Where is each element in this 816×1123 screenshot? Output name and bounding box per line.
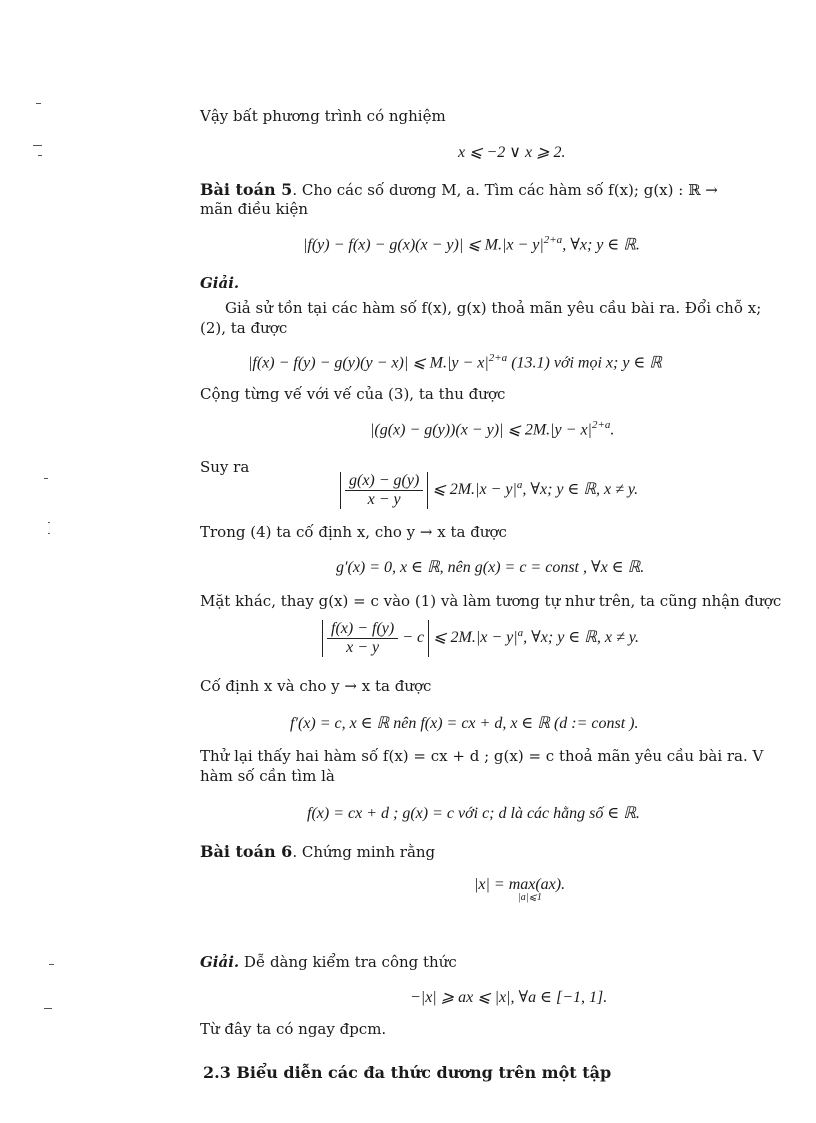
eq-exponent: 2+a [591, 419, 611, 431]
eq-exponent: a [516, 478, 523, 491]
abs-value [340, 472, 428, 509]
eq-tail: ⩽ 2M.|x − y| [433, 629, 518, 647]
text-line: Từ đây ta có ngay đpcm. [200, 1020, 387, 1038]
eq-body: |(g(x) − g(y))(x − y)| ⩽ 2M.|y − x| [370, 421, 592, 439]
equation: f′(x) = c, x ∈ ℝ nên f(x) = cx + d, x ∈ ℝ (d := const ). [290, 715, 639, 732]
eq-mid: − c [398, 629, 425, 647]
scan-mark [48, 522, 50, 523]
scan-mark [36, 103, 41, 104]
eq-tail: , ∀x; y ∈ ℝ, x ≠ y. [523, 629, 639, 647]
text-line: Cộng từng vế với vế của (3), ta thu được [200, 385, 506, 403]
text-line: Thử lại thấy hai hàm số f(x) = cx + d ; g(x) = c thoả mãn yêu cầu bài ra. V [200, 747, 764, 765]
eq-body: |f(x) − f(y) − g(y)(y − x)| ⩽ M.|y − x| [248, 354, 489, 372]
scan-mark [49, 964, 54, 965]
problem-5 [200, 180, 718, 200]
solution-label: Giải. [200, 953, 240, 971]
eq-tail: ⩽ 2M.|x − y| [432, 481, 517, 499]
text-line: Suy ra [200, 458, 250, 476]
fraction [327, 620, 398, 657]
problem-title: Bài toán 5 [200, 180, 293, 199]
denominator: x − y [346, 639, 380, 656]
equation [248, 352, 662, 372]
equation: x ⩽ −2 ∨ x ⩾ 2. [458, 144, 566, 161]
problem-text: . Cho các số dương M, a. Tìm các hàm số f(x); g(x) : ℝ → [292, 181, 718, 199]
eq-subscript: |a|⩽1 [518, 892, 542, 903]
text-line: Mặt khác, thay g(x) = c vào (1) và làm tương tự như trên, ta cũng nhận được [200, 592, 782, 610]
eq-tail: . [610, 421, 615, 439]
eq-tail: (13.1) với mọi x; y ∈ ℝ [507, 354, 662, 372]
abs-value [322, 620, 429, 657]
eq-body: |f(y) − f(x) − g(x)(x − y)| ⩽ M.|x − y| [303, 236, 544, 254]
text-line: Giả sử tồn tại các hàm số f(x), g(x) thoả mãn yêu cầu bài ra. Đổi chỗ x; [225, 299, 762, 317]
equation [370, 419, 614, 439]
problem-6 [200, 842, 435, 862]
scan-mark [48, 533, 50, 534]
equation: g′(x) = 0, x ∈ ℝ, nên g(x) = c = const , ∀x ∈ ℝ. [336, 559, 645, 576]
denominator: x − y [367, 491, 401, 508]
text-line: mãn điều kiện [200, 200, 309, 218]
text-line: (2), ta được [200, 319, 288, 337]
equation [474, 876, 566, 903]
scan-mark [44, 1008, 52, 1009]
text-line: Vậy bất phương trình có nghiệm [200, 107, 446, 125]
eq-exponent: 2+a [543, 234, 563, 246]
eq-exponent: 2+a [488, 352, 508, 364]
fraction [345, 472, 423, 509]
equation [340, 472, 638, 509]
text-line: hàm số cần tìm là [200, 767, 335, 785]
problem-title: Bài toán 6 [200, 842, 293, 861]
equation: −|x| ⩾ ax ⩽ |x|, ∀a ∈ [−1, 1]. [410, 989, 608, 1006]
scan-mark [33, 145, 42, 146]
numerator: f(x) − f(y) [327, 620, 398, 639]
solution-2 [200, 953, 457, 972]
text-line: Trong (4) ta cố định x, cho y → x ta được [200, 523, 507, 541]
eq-body: |x| = max(ax). [474, 876, 566, 893]
eq-tail: , ∀x; y ∈ ℝ. [562, 236, 640, 254]
text-line: Cố định x và cho y → x ta được [200, 677, 432, 695]
eq-exponent: a [517, 626, 524, 639]
equation [322, 620, 639, 657]
equation [303, 234, 640, 254]
numerator: g(x) − g(y) [345, 472, 423, 491]
problem-text: . Chứng minh rằng [292, 843, 436, 861]
scan-mark [44, 478, 48, 479]
eq-tail: , ∀x; y ∈ ℝ, x ≠ y. [522, 481, 639, 499]
section-heading: 2.3 Biểu diễn các đa thức dương trên một tập [203, 1063, 612, 1082]
scan-mark [38, 155, 42, 156]
solution-text: Dễ dàng kiểm tra công thức [239, 953, 457, 971]
equation: f(x) = cx + d ; g(x) = c với c; d là các hằng số ∈ ℝ. [307, 805, 640, 822]
solution-label: Giải. [200, 274, 240, 292]
